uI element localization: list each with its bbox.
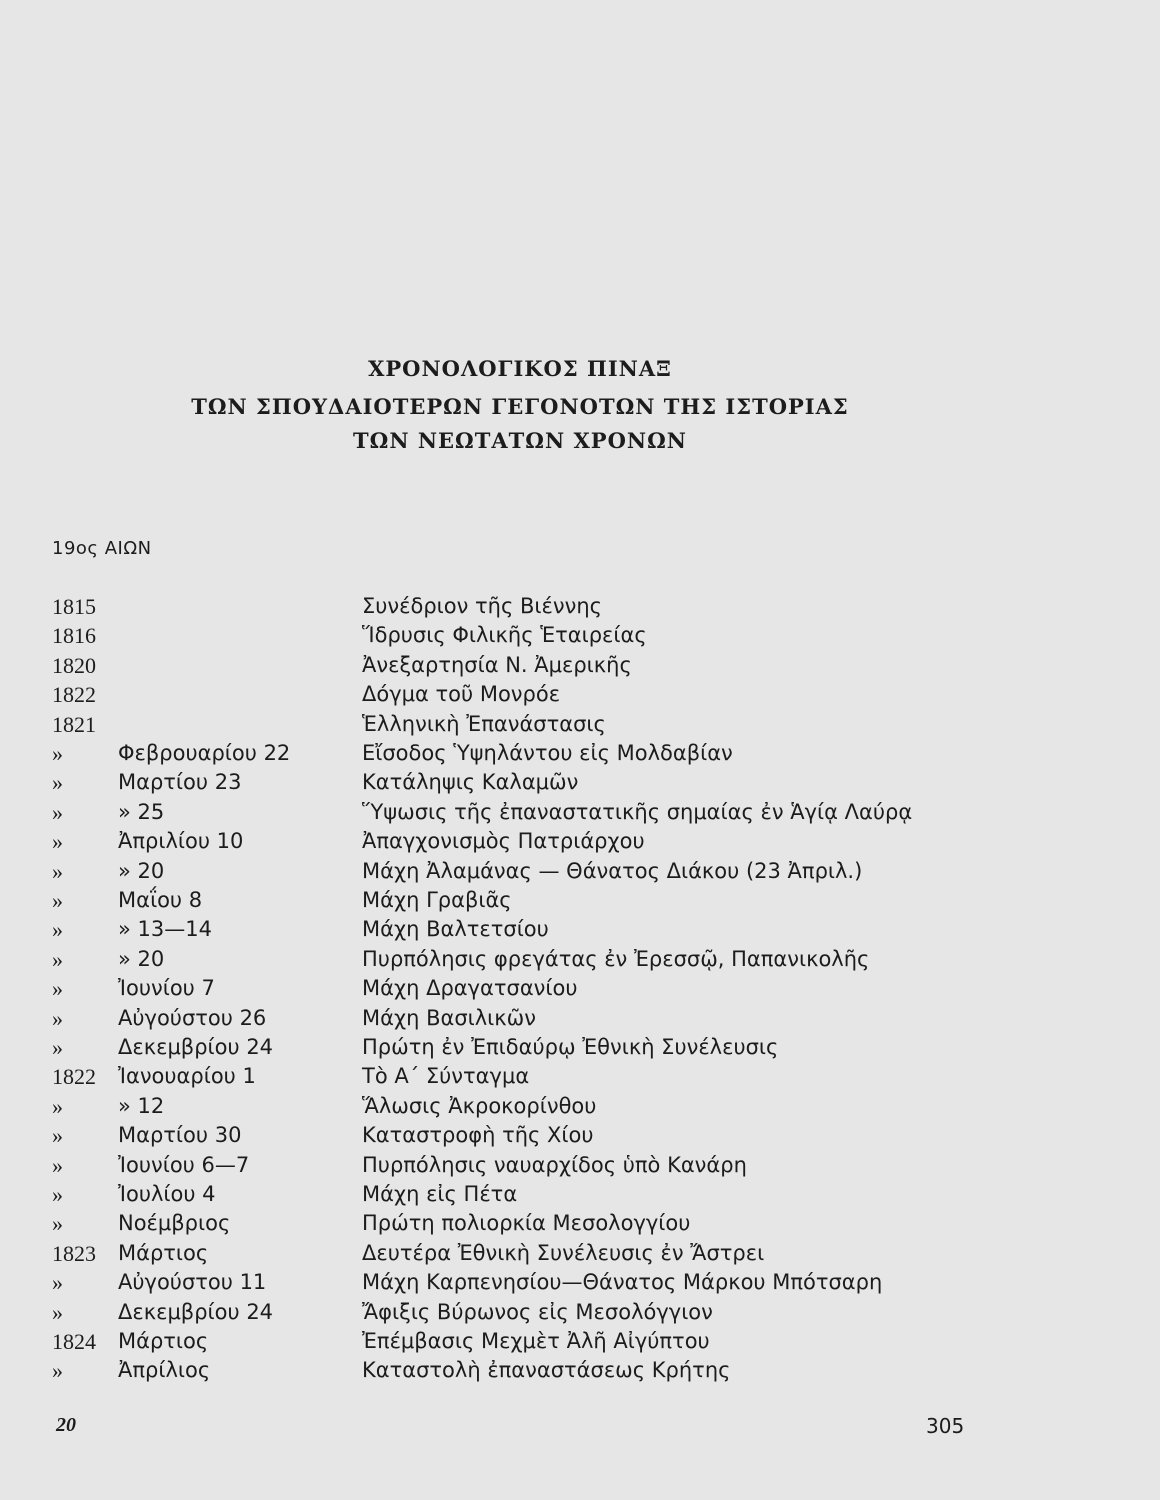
table-row <box>0 1268 1160 1297</box>
event-cell: Εἴσοδος Ὑψηλάντου εἰς Μολδαβίαν <box>362 741 733 765</box>
event-cell: Τὸ Α΄ Σύνταγμα <box>362 1064 530 1089</box>
date-cell: Δεκεμβρίου 24 <box>118 1035 274 1059</box>
table-row <box>0 621 1160 650</box>
table-row <box>0 1033 1160 1062</box>
event-cell: Ἄφιξις Βύρωνος εἰς Μεσολόγγιον <box>362 1299 713 1324</box>
year-cell: 1821 <box>52 711 96 737</box>
table-row <box>0 1209 1160 1238</box>
event-cell: Πρώτη πολιορκία Μεσολογγίου <box>362 1211 691 1236</box>
event-cell: Συνέδριον τῆς Βιέννης <box>362 594 602 618</box>
year-cell: » <box>52 1270 63 1296</box>
table-row <box>0 827 1160 856</box>
year-cell: » <box>52 829 63 855</box>
table-row <box>0 1180 1160 1209</box>
year-cell: 1823 <box>52 1240 96 1266</box>
event-cell: Ἵδρυσις Φιλικῆς Ἑταιρείας <box>362 623 647 648</box>
year-cell: » <box>52 770 63 796</box>
date-cell: Φεβρουαρίου 22 <box>118 741 291 765</box>
date-cell: Ἰουνίου 7 <box>118 976 215 1001</box>
page-number: 305 <box>926 1414 965 1438</box>
year-cell: » <box>52 1035 63 1060</box>
table-row <box>0 1239 1160 1268</box>
event-cell: Ἑλληνικὴ Ἐπανάστασις <box>362 711 606 736</box>
table-row <box>0 739 1160 768</box>
date-cell: » 12 <box>118 1093 165 1118</box>
title-line-3: ΤΩΝ ΝΕΩΤΑΤΩΝ ΧΡΟΝΩΝ <box>353 428 687 453</box>
table-row <box>0 710 1160 739</box>
year-cell: 1824 <box>52 1329 96 1354</box>
year-cell: » <box>52 1005 63 1031</box>
year-cell: » <box>52 1152 63 1178</box>
event-cell: Ἐπέμβασις Μεχμὲτ Ἀλῆ Αἰγύπτου <box>362 1329 710 1353</box>
event-cell: Μάχη Βαλτετσίου <box>362 917 549 942</box>
table-row <box>0 592 1160 621</box>
date-cell: Αὐγούστου 26 <box>118 1005 267 1030</box>
year-cell: 1815 <box>52 594 96 619</box>
table-row <box>0 857 1160 886</box>
event-cell: Καταστροφὴ τῆς Χίου <box>362 1123 594 1148</box>
event-cell: Μάχη Καρπενησίου—Θάνατος Μάρκου Μπότσαρη <box>362 1270 883 1295</box>
year-cell: » <box>52 976 63 1002</box>
year-cell: » <box>52 741 63 766</box>
year-cell: » <box>52 1182 63 1207</box>
event-cell: Δευτέρα Ἐθνικὴ Συνέλευσις ἐν Ἄστρει <box>362 1240 765 1265</box>
table-row <box>0 1151 1160 1180</box>
table-row <box>0 1004 1160 1033</box>
event-cell: Κατάληψις Καλαμῶν <box>362 770 579 795</box>
date-cell: Ἰανουαρίου 1 <box>118 1064 256 1089</box>
year-cell: 1820 <box>52 652 96 678</box>
event-cell: Πυρπόλησις ναυαρχίδος ὑπὸ Κανάρη <box>362 1152 747 1177</box>
date-cell: Ἰουλίου 4 <box>118 1182 216 1206</box>
century-label: 19ος ΑΙΩΝ <box>52 538 152 559</box>
date-cell: » 20 <box>118 858 165 883</box>
year-cell: 1816 <box>52 623 96 649</box>
table-row <box>0 798 1160 827</box>
date-cell: Ἰουνίου 6—7 <box>118 1152 250 1177</box>
table-row <box>0 1356 1160 1385</box>
table-row <box>0 680 1160 709</box>
year-cell: » <box>52 858 63 884</box>
year-cell: » <box>52 1299 63 1325</box>
date-cell: Ἀπριλίου 10 <box>118 829 244 854</box>
date-cell: Μαΐου 8 <box>118 888 203 912</box>
year-cell: » <box>52 917 63 943</box>
event-cell: Μάχη Βασιλικῶν <box>362 1005 536 1030</box>
year-cell: » <box>52 1211 63 1237</box>
event-cell: Πυρπόλησις φρεγάτας ἐν Ἐρεσσῷ, Παπανικολῆς <box>362 946 870 971</box>
year-cell: 1822 <box>52 1064 96 1090</box>
date-cell: » 20 <box>118 946 165 971</box>
date-cell: » 13—14 <box>118 917 212 942</box>
event-cell: Μάχη Ἀλαμάνας — Θάνατος Διάκου (23 Ἀπριλ.) <box>362 858 863 883</box>
event-cell: Μάχη Δραγατσανίου <box>362 976 578 1001</box>
table-row <box>0 945 1160 974</box>
year-cell: » <box>52 946 63 972</box>
date-cell: Μάρτιος <box>118 1329 209 1353</box>
date-cell: Αὐγούστου 11 <box>118 1270 267 1295</box>
event-cell: Ἀπαγχονισμὸς Πατριάρχου <box>362 829 645 854</box>
date-cell: Μάρτιος <box>118 1240 209 1265</box>
date-cell: Δεκεμβρίου 24 <box>118 1299 274 1324</box>
event-cell: Δόγμα τοῦ Μονρόε <box>362 682 561 707</box>
date-cell: » 25 <box>118 799 165 824</box>
event-cell: Ἀνεξαρτησία Ν. Ἀμερικῆς <box>362 652 632 677</box>
event-cell: Ἅλωσις Ἀκροκορίνθου <box>362 1093 597 1118</box>
signature-mark: 20 <box>56 1414 76 1436</box>
event-cell: Καταστολὴ ἐπαναστάσεως Κρήτης <box>362 1358 731 1383</box>
event-cell: Ὕψωσις τῆς ἐπαναστατικῆς σημαίας ἐν Ἁγίᾳ Λαύρᾳ <box>362 799 913 824</box>
table-row <box>0 651 1160 680</box>
date-cell: Μαρτίου 23 <box>118 770 242 795</box>
year-cell: 1822 <box>52 682 96 708</box>
event-cell: Μάχη εἰς Πέτα <box>362 1182 518 1206</box>
table-row <box>0 1092 1160 1121</box>
table-row <box>0 886 1160 915</box>
title-line-2: ΤΩΝ ΣΠΟΥΔΑΙΟΤΕΡΩΝ ΓΕΓΟΝΟΤΩΝ ΤΗΣ ΙΣΤΟΡΙΑΣ <box>191 394 849 419</box>
year-cell: » <box>52 799 63 825</box>
table-row <box>0 1121 1160 1150</box>
title-line-1: ΧΡΟΝΟΛΟΓΙΚΟΣ ΠΙΝΑΞ <box>368 356 672 381</box>
table-row <box>0 974 1160 1003</box>
year-cell: » <box>52 1123 63 1149</box>
table-row <box>0 1062 1160 1091</box>
year-cell: » <box>52 1358 63 1384</box>
year-cell: » <box>52 888 63 913</box>
table-row <box>0 1298 1160 1327</box>
date-cell: Νοέμβριος <box>118 1211 231 1236</box>
year-cell: » <box>52 1093 63 1119</box>
event-cell: Πρώτη ἐν Ἐπιδαύρῳ Ἐθνικὴ Συνέλευσις <box>362 1035 779 1059</box>
table-row <box>0 1327 1160 1356</box>
date-cell: Μαρτίου 30 <box>118 1123 242 1148</box>
date-cell: Ἀπρίλιος <box>118 1358 211 1383</box>
table-row <box>0 768 1160 797</box>
table-row <box>0 915 1160 944</box>
event-cell: Μάχη Γραβιᾶς <box>362 888 512 912</box>
